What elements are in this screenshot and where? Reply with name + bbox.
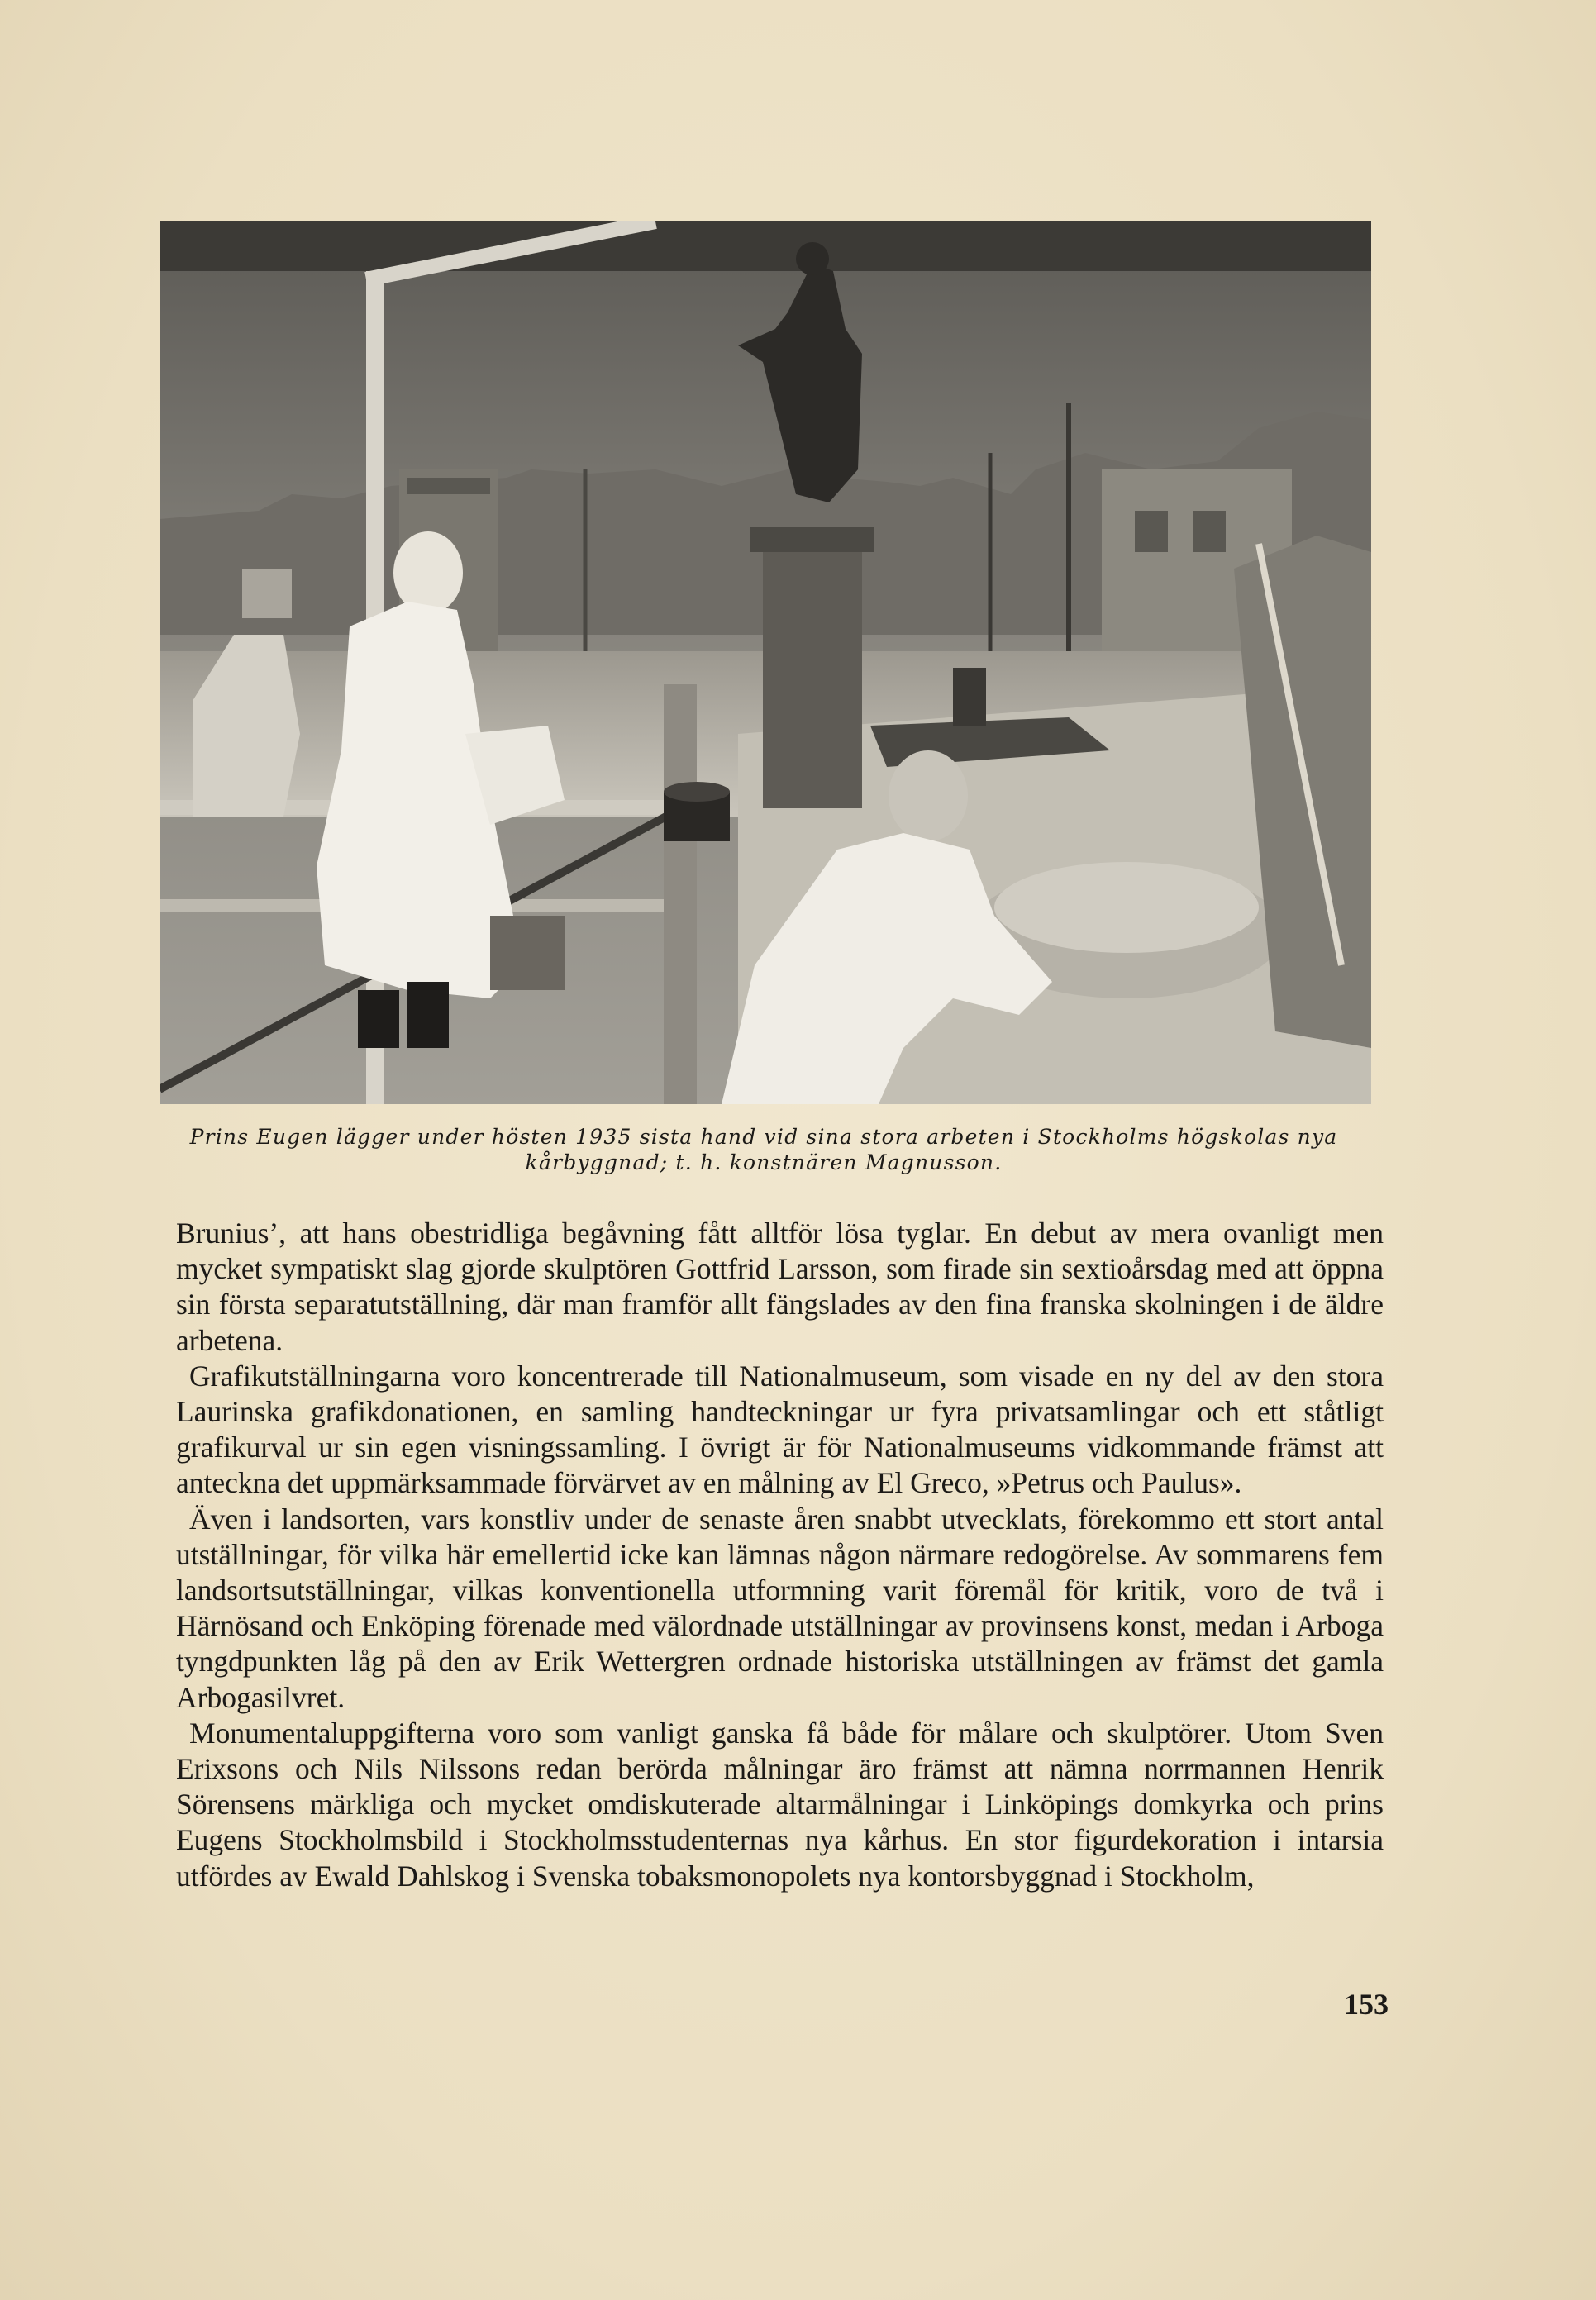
paragraph: Brunius’, att hans obestridliga begåvning fått alltför lösa tyglar. En debut av mera ovanligt men mycket sympatiskt slag gjorde skulptören Gottfrid Larsson, som firade sin sextioårsdag med att öppna sin första separatutställning, där man framför allt fängslades av den fina franska skolningen i de äldre arbetena. [176, 1217, 1384, 1357]
paragraph: Monumentaluppgifterna voro som vanligt ganska få både för målare och skulptörer. Utom Sven Erixsons och Nils Nilssons redan berörda målningar äro främst att nämna norrmannen Henrik Sörensens märkliga och mycket omdiskuterade altarmålningar i Linköpings domkyrka och prins Eugens Stockholmsbild i Stockholmsstudenternas nya kårhus. En stor figurdekoration i intarsia utfördes av Ewald Dahlskog i Svenska tobaksmonopolets nya kontorsbyggnad i Stockholm, [176, 1716, 1384, 1893]
photo-illustration [160, 221, 1371, 1104]
paragraph: Även i landsorten, vars konstliv under de senaste åren snabbt utvecklats, förekommo ett stort antal utställningar, för vilka här emellertid icke kan lämnas någon närmare redogörelse. Av sommarens fem landsortsutställningar, vilkas konventionella utformning varit föremål för kritik, voro de två i Härnösand och Enköping förenade med välordnade utställningar av provinsens konst, medan i Arboga tyngdpunkten låg på den av Erik Wettergren ordnade historiska utställningen av främst det gamla Arbogasilvret. [176, 1502, 1384, 1714]
body-text [176, 1216, 1384, 1894]
figure-caption: Prins Eugen lägger under hösten 1935 sista hand vid sina stora arbeten i Stockholms högskolas nya kårbyggnad; t. h. konstnären Magnusson. [189, 1125, 1338, 1174]
page-number: 153 [1344, 1988, 1389, 2021]
photograph [160, 221, 1371, 1104]
paragraph: Grafikutställningarna voro koncentrerade till Nationalmuseum, som visade en ny del av den stora Laurinska grafikdonationen, en samling handteckningar ur fyra privatsamlingar och ett ståtligt grafikurval ur sin egen visningssamling. I övrigt är för Nationalmuseums vidkommande främst att anteckna det uppmärksammade förvärvet av en målning av El Greco, »Petrus och Paulus». [176, 1359, 1384, 1500]
statue-pedestal [763, 536, 862, 808]
